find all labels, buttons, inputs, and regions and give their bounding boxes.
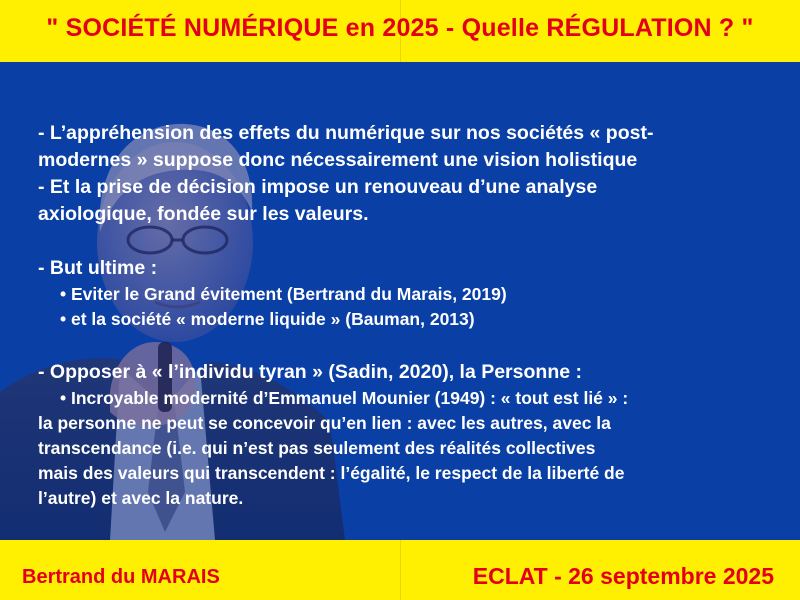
- footer-event: ECLAT - 26 septembre 2025: [472, 563, 774, 589]
- body-line: - L’appréhension des effets du numérique sur nos sociétés « post-: [38, 122, 654, 144]
- body-line: axiologique, fondée sur les valeurs.: [38, 203, 369, 225]
- body-line: - Et la prise de décision impose un renouveau d’une analyse: [38, 176, 598, 198]
- footer-divider: [400, 540, 401, 600]
- mounier-line: mais des valeurs qui transcendent : l’égalité, le respect de la liberté de: [38, 463, 625, 483]
- slide-body: [38, 120, 778, 511]
- body-line: modernes » suppose donc nécessairement une vision holistique: [38, 149, 638, 171]
- oppose-heading: - Opposer à « l’individu tyran » (Sadin, 2020), la Personne :: [38, 361, 582, 383]
- mounier-line: l’autre) et avec la nature.: [38, 488, 244, 508]
- footer-author: Bertrand du MARAIS: [22, 566, 220, 588]
- slide-title: " SOCIÉTÉ NUMÉRIQUE en 2025 - Quelle RÉGULATION ? ": [46, 14, 754, 42]
- goal-bullet: • Eviter le Grand évitement (Bertrand du Marais, 2019): [60, 284, 507, 304]
- mounier-line: transcendance (i.e. qui n’est pas seulement des réalités collectives: [38, 438, 596, 458]
- mounier-line: la personne ne peut se concevoir qu’en lien : avec les autres, avec la: [38, 413, 611, 433]
- goal-heading: - But ultime :: [38, 257, 158, 279]
- goal-bullet: • et la société « moderne liquide » (Bauman, 2013): [60, 309, 475, 329]
- mounier-bullet: • Incroyable modernité d’Emmanuel Mounier (1949) : « tout est lié » :: [60, 388, 629, 408]
